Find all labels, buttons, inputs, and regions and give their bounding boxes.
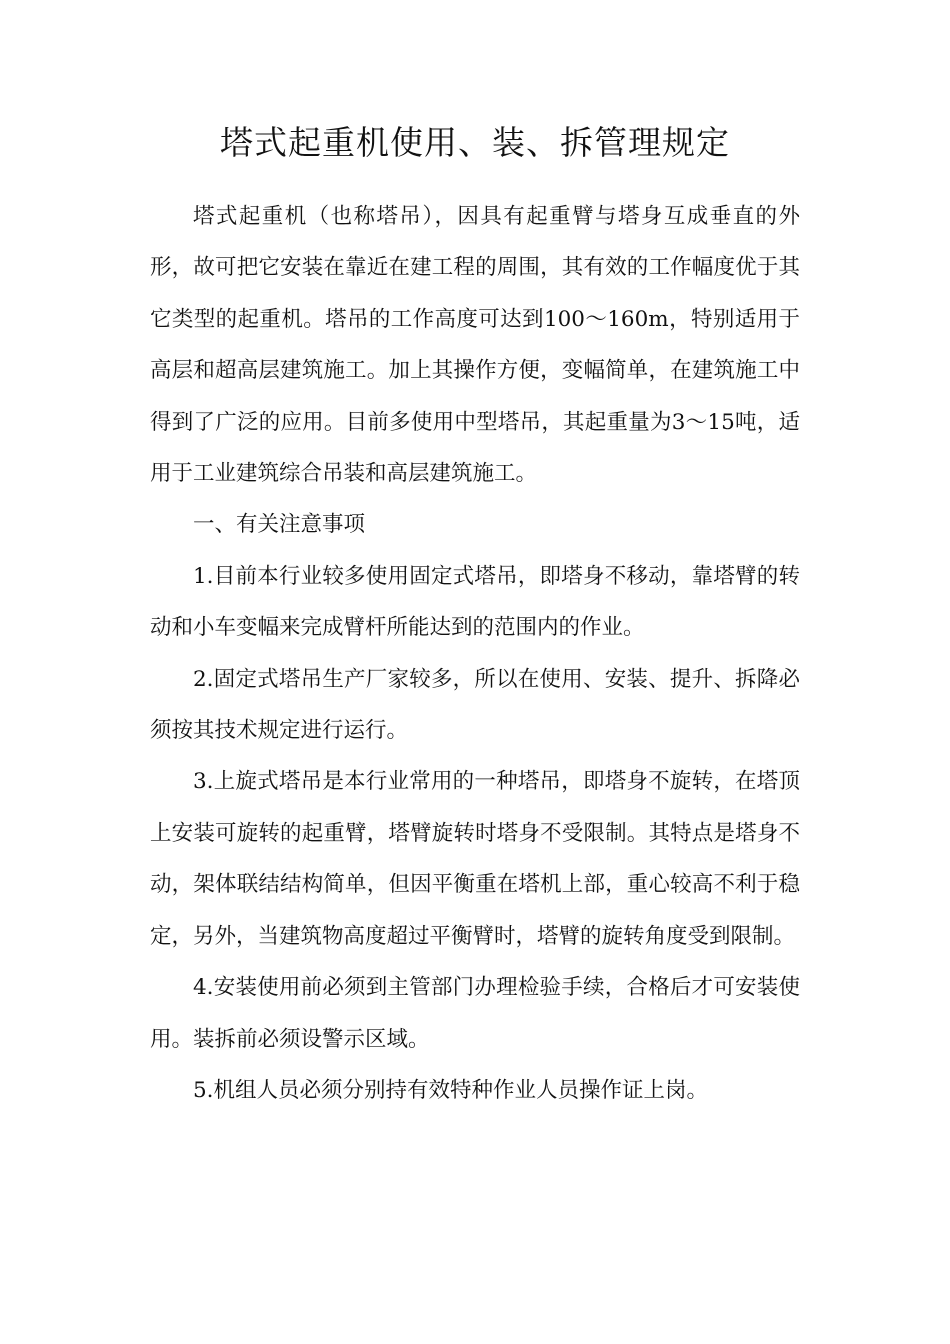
list-item: 4.安装使用前必须到主管部门办理检验手续，合格后才可安装使用。装拆前必须设警示区域。 (150, 975, 800, 1052)
intro-paragraph: 塔式起重机（也称塔吊），因具有起重臂与塔身互成垂直的外形，故可把它安装在靠近在建工程的周围，其有效的工作幅度优于其它类型的起重机。塔吊的工作高度可达到100～160m，特别适用于高层和超高层建筑施工。加上其操作方便，变幅简单，在建筑施工中得到了广泛的应用。目前多使用中型塔吊，其起重量为3～15吨，适用于工业建筑综合吊装和高层建筑施工。 (150, 204, 800, 487)
list-item: 3.上旋式塔吊是本行业常用的一种塔吊，即塔身不旋转，在塔顶上安装可旋转的起重臂，塔臂旋转时塔身不受限制。其特点是塔身不动，架体联结结构简单，但因平衡重在塔机上部，重心较高不利于稳定，另外，当建筑物高度超过平衡臂时，塔臂的旋转角度受到限制。 (150, 769, 800, 949)
list-item: 2.固定式塔吊生产厂家较多，所以在使用、安装、提升、拆降必须按其技术规定进行运行。 (150, 666, 800, 744)
document-title: 塔式起重机使用、装、拆管理规定 (220, 123, 730, 162)
list-item: 5.机组人员必须分别持有效特种作业人员操作证上岗。 (193, 1077, 709, 1103)
document-body (150, 191, 800, 1116)
list-item: 1.目前本行业较多使用固定式塔吊，即塔身不移动，靠塔臂的转动和小车变幅来完成臂杆所能达到的范围内的作业。 (150, 563, 800, 641)
section-heading: 一、有关注意事项 (193, 512, 366, 538)
